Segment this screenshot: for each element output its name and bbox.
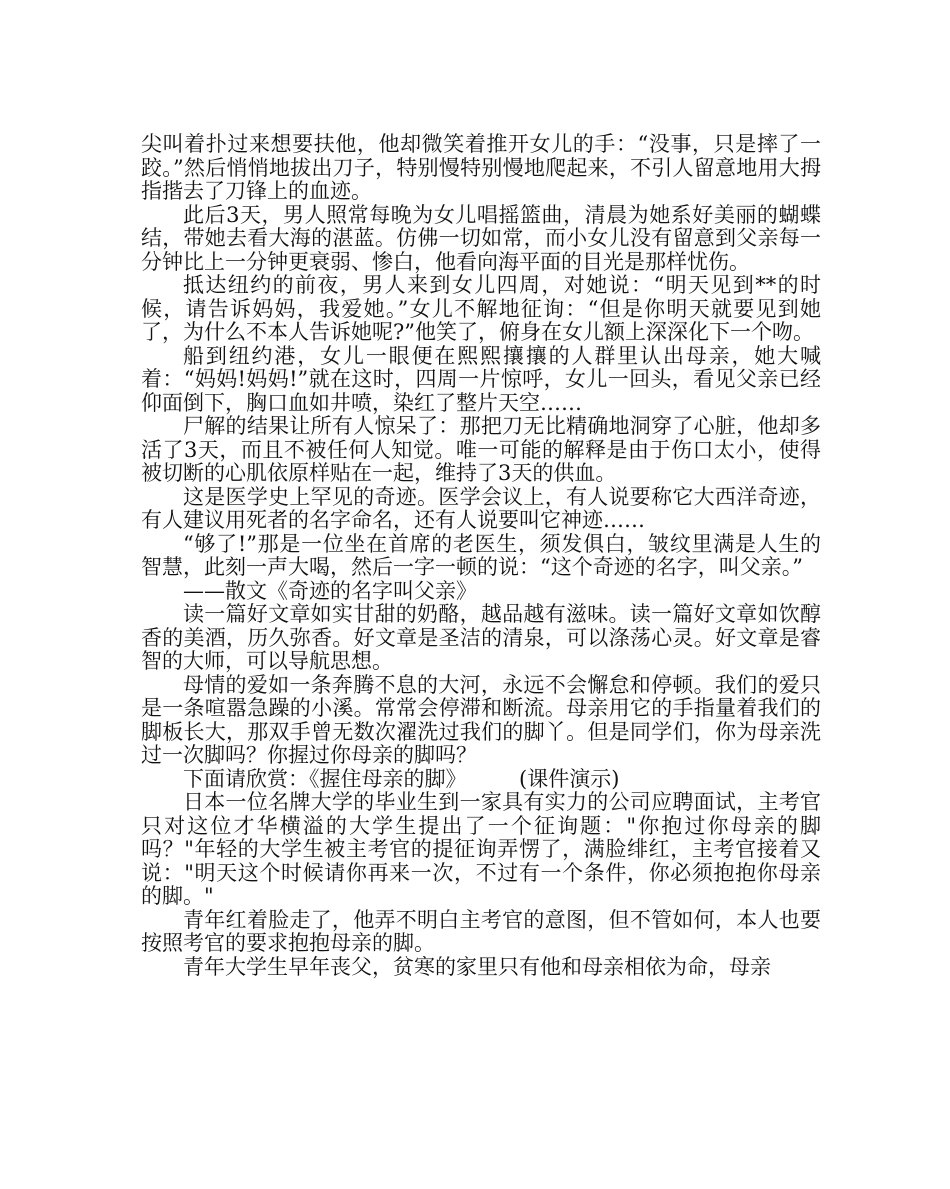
paragraph: 船到纽约港，女儿一眼便在熙熙攘攘的人群里认出母亲，她大喊着：“妈妈!妈妈!”就在这时，四周一片惊呼，女儿一回头，看见父亲已经仰面倒下，胸口血如井喷，染红了整片天空…… [141,343,821,415]
paragraph: 尸解的结果让所有人惊呆了：那把刀无比精确地洞穿了心脏，他却多活了3天，而且不被任何人知觉。唯一可能的解释是由于伤口太小，使得被切断的心肌依原样贴在一起，维持了3天的供血。 [141,414,821,485]
paragraph: 抵达纽约的前夜，男人来到女儿四周，对她说：“明天见到**的时候，请告诉妈妈，我爱她。”女儿不解地征询：“但是你明天就要见到她了，为什么不本人告诉她呢?”他笑了，俯身在女儿额上深深化下一个吻。 [141,273,821,344]
paragraph: 尖叫着扑过来想要扶他，他却微笑着推开女儿的手：“没事，只是摔了一跤。”然后悄悄地拔出刀子，特别慢特别慢地爬起来，不引人留意地用大拇指揩去了刀锋上的血迹。 [141,132,821,203]
section-intro: 下面请欣赏：《握住母亲的脚》 (课件演示) [183,766,620,791]
document-body [141,133,821,979]
paragraph: 此后3天，男人照常每晚为女儿唱摇篮曲，清晨为她系好美丽的蝴蝶结，带她去看大海的湛蓝。仿佛一切如常，而小女儿没有留意到父亲每一分钟比上一分钟更衰弱、惨白，他看向海平面的目光是那样忧伤。 [141,202,821,274]
paragraph: 青年大学生早年丧父，贫寒的家里只有他和母亲相依为命，母亲 [183,954,771,979]
paragraph: 青年红着脸走了，他弄不明白主考官的意图，但不管如何，本人也要按照考官的要求抱抱母亲的脚。 [141,907,821,955]
paragraph: “够了!”那是一位坐在首席的老医生，须发俱白，皱纹里满是人生的智慧，此刻一声大喝，然后一字一顿的说：“这个奇迹的名字，叫父亲。” [141,531,821,579]
paragraph: 读一篇好文章如实甘甜的奶酪，越品越有滋味。读一篇好文章如饮醇香的美酒，历久弥香。好文章是圣洁的清泉，可以涤荡心灵。好文章是睿智的大师，可以导航思想。 [141,602,821,673]
paragraph: 日本一位名牌大学的毕业生到一家具有实力的公司应聘面试，主考官只对这位才华横溢的大学生提出了一个征询题："你抱过你母亲的脚吗？"年轻的大学生被主考官的提征询弄愣了，满脸绯红，主考官接着又说："明天这个时候请你再来一次，不过有一个条件，你必须抱抱你母亲的脚。" [141,790,821,908]
paragraph: 母情的爱如一条奔腾不息的大河，永远不会懈怠和停顿。我们的爱只是一条喧嚣急躁的小溪。常常会停滞和断流。母亲用它的手指量着我们的脚板长大，那双手曾无数次濯洗过我们的脚丫。但是同学们，你为母亲洗过一次脚吗？你握过你母亲的脚吗？ [141,672,821,767]
source-attribution: ——散文《奇迹的名字叫父亲》 [183,578,477,603]
paragraph: 这是医学史上罕见的奇迹。医学会议上，有人说要称它大西洋奇迹，有人建议用死者的名字命名，还有人说要叫它神迹…… [141,484,821,532]
